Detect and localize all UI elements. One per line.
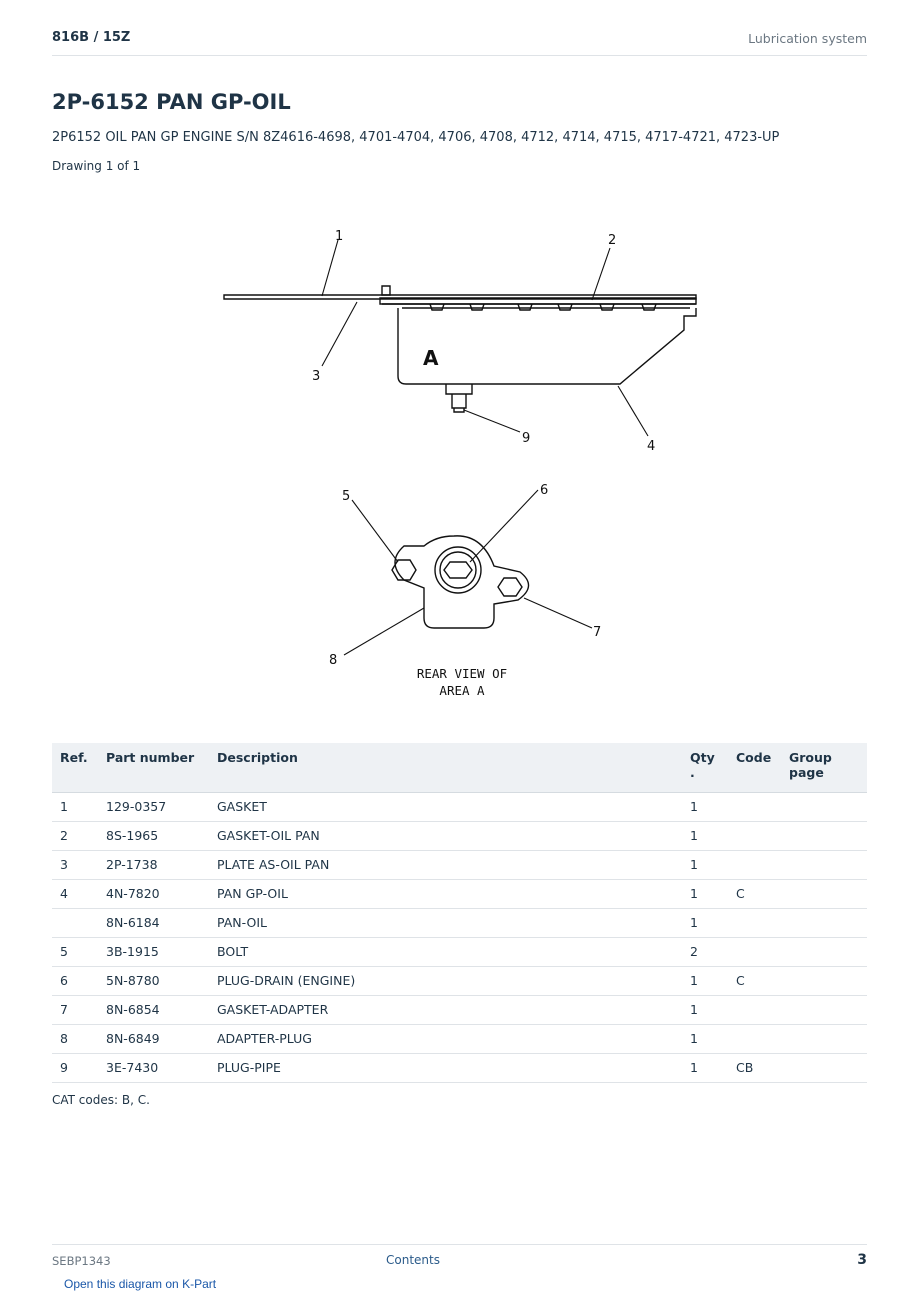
cell-group-page bbox=[781, 995, 867, 1024]
cell-description: PAN-OIL bbox=[209, 908, 682, 937]
cell-code bbox=[728, 937, 781, 966]
table-row bbox=[52, 1053, 867, 1082]
cell-qty: 1 bbox=[682, 850, 728, 879]
cell-code bbox=[728, 1024, 781, 1053]
cell-qty: 1 bbox=[682, 821, 728, 850]
cell-ref: 9 bbox=[52, 1053, 98, 1082]
cell-part-number: 5N-8780 bbox=[98, 966, 209, 995]
figure-caption-line-1: REAR VIEW OF bbox=[416, 666, 508, 681]
header-qty bbox=[682, 743, 728, 792]
callout-8: 8 bbox=[329, 653, 338, 668]
cell-part-number: 3E-7430 bbox=[98, 1053, 209, 1082]
callout-7: 7 bbox=[593, 625, 602, 640]
cell-group-page bbox=[781, 850, 867, 879]
cat-codes-note: CAT codes: B, C. bbox=[52, 1093, 150, 1107]
cell-ref: 6 bbox=[52, 966, 98, 995]
cell-group-page bbox=[781, 792, 867, 821]
cell-group-page bbox=[781, 879, 867, 908]
figure-caption-line-2: AREA A bbox=[439, 683, 485, 698]
table-header-row bbox=[52, 743, 867, 792]
cell-description: BOLT bbox=[209, 937, 682, 966]
document-id: SEBP1343 bbox=[52, 1254, 111, 1268]
model-label: 816B / 15Z bbox=[52, 30, 131, 45]
table-row bbox=[52, 966, 867, 995]
table-row bbox=[52, 879, 867, 908]
cell-qty: 1 bbox=[682, 879, 728, 908]
cell-code: CB bbox=[728, 1053, 781, 1082]
cell-code: C bbox=[728, 879, 781, 908]
cell-group-page bbox=[781, 1024, 867, 1053]
callout-3: 3 bbox=[312, 369, 321, 384]
header-group-line-2: page bbox=[789, 765, 824, 780]
cell-ref: 7 bbox=[52, 995, 98, 1024]
cell-part-number: 4N-7820 bbox=[98, 879, 209, 908]
callout-1: 1 bbox=[335, 229, 344, 244]
header-code: Code bbox=[728, 743, 781, 792]
cell-part-number: 8N-6849 bbox=[98, 1024, 209, 1053]
cell-description: PAN GP-OIL bbox=[209, 879, 682, 908]
header-qty-line-2: . bbox=[690, 765, 695, 780]
header-part-number: Part number bbox=[98, 743, 209, 792]
cell-description: PLUG-PIPE bbox=[209, 1053, 682, 1082]
cell-part-number: 3B-1915 bbox=[98, 937, 209, 966]
table-row bbox=[52, 995, 867, 1024]
section-label: Lubrication system bbox=[748, 31, 867, 46]
cell-description: PLUG-DRAIN (ENGINE) bbox=[209, 966, 682, 995]
header-ref: Ref. bbox=[52, 743, 98, 792]
cell-ref: 4 bbox=[52, 879, 98, 908]
area-a-label: A bbox=[423, 346, 439, 370]
cell-part-number: 8N-6184 bbox=[98, 908, 209, 937]
parts-diagram bbox=[52, 190, 867, 730]
cell-qty: 1 bbox=[682, 966, 728, 995]
header-qty-line-1: Qty bbox=[690, 750, 715, 765]
cell-code bbox=[728, 821, 781, 850]
drawing-count: Drawing 1 of 1 bbox=[52, 159, 141, 173]
callout-6: 6 bbox=[540, 483, 549, 498]
oil-pan-side-view bbox=[224, 286, 696, 412]
contents-link[interactable]: Contents bbox=[386, 1253, 440, 1267]
cell-ref: 2 bbox=[52, 821, 98, 850]
table-row bbox=[52, 908, 867, 937]
page-title: 2P-6152 PAN GP-OIL bbox=[52, 90, 291, 114]
cell-group-page bbox=[781, 937, 867, 966]
cell-code bbox=[728, 908, 781, 937]
page-footer bbox=[52, 1244, 867, 1274]
cell-qty: 1 bbox=[682, 995, 728, 1024]
table-row bbox=[52, 937, 867, 966]
callout-4: 4 bbox=[647, 439, 656, 454]
open-kpart-link[interactable]: Open this diagram on K-Part bbox=[64, 1277, 217, 1291]
cell-qty: 1 bbox=[682, 908, 728, 937]
cell-ref: 5 bbox=[52, 937, 98, 966]
parts-table bbox=[52, 743, 867, 1083]
callout-9: 9 bbox=[522, 431, 531, 446]
callout-5: 5 bbox=[342, 489, 351, 504]
table-row bbox=[52, 850, 867, 879]
cell-part-number: 8N-6854 bbox=[98, 995, 209, 1024]
cell-group-page bbox=[781, 821, 867, 850]
cell-description: GASKET bbox=[209, 792, 682, 821]
cell-description: GASKET-OIL PAN bbox=[209, 821, 682, 850]
cell-description: GASKET-ADAPTER bbox=[209, 995, 682, 1024]
cell-ref bbox=[52, 908, 98, 937]
cell-description: PLATE AS-OIL PAN bbox=[209, 850, 682, 879]
cell-qty: 1 bbox=[682, 1024, 728, 1053]
cell-qty: 2 bbox=[682, 937, 728, 966]
cell-ref: 3 bbox=[52, 850, 98, 879]
cell-part-number: 129-0357 bbox=[98, 792, 209, 821]
cell-qty: 1 bbox=[682, 792, 728, 821]
cell-code: C bbox=[728, 966, 781, 995]
page-subtitle: 2P6152 OIL PAN GP ENGINE S/N 8Z4616-4698, 4701-4704, 4706, 4708, 4712, 4714, 4715, 4717-4721, 4723-UP bbox=[52, 130, 780, 145]
header-group-page bbox=[781, 743, 867, 792]
cell-code bbox=[728, 792, 781, 821]
cell-qty: 1 bbox=[682, 1053, 728, 1082]
cell-code bbox=[728, 995, 781, 1024]
header-group-line-1: Group bbox=[789, 750, 832, 765]
oil-pan-drawing bbox=[52, 190, 867, 730]
table-row bbox=[52, 792, 867, 821]
cell-ref: 8 bbox=[52, 1024, 98, 1053]
cell-part-number: 2P-1738 bbox=[98, 850, 209, 879]
page-header bbox=[52, 28, 867, 56]
cell-group-page bbox=[781, 1053, 867, 1082]
cell-ref: 1 bbox=[52, 792, 98, 821]
cell-group-page bbox=[781, 966, 867, 995]
callout-2: 2 bbox=[608, 233, 617, 248]
cell-group-page bbox=[781, 908, 867, 937]
table-row bbox=[52, 821, 867, 850]
cell-code bbox=[728, 850, 781, 879]
header-description: Description bbox=[209, 743, 682, 792]
page-number: 3 bbox=[857, 1252, 867, 1268]
table-row bbox=[52, 1024, 867, 1053]
cell-part-number: 8S-1965 bbox=[98, 821, 209, 850]
cell-description: ADAPTER-PLUG bbox=[209, 1024, 682, 1053]
leader-lines bbox=[322, 240, 648, 655]
